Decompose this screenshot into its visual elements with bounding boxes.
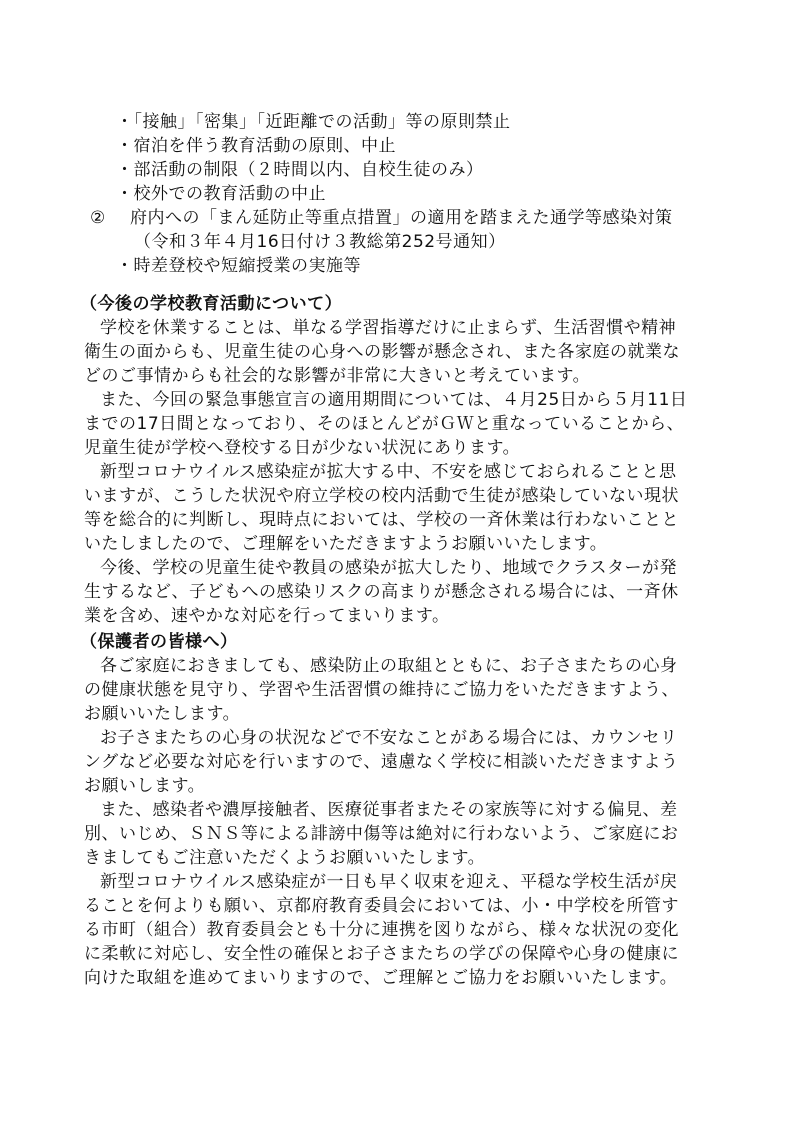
guardian-p2-line: お子さまたちの心身の状況などで不安なことがある場合には、カウンセリ — [100, 728, 678, 748]
school-p4-line: 今後、学校の児童生徒や教員の感染が拡大したり、地域でクラスターが発 — [100, 558, 677, 578]
guardian-p3-line: 別、いじめ、ＳＮＳ等による誹謗中傷等は絶対に行わないよう、ご家庭にお — [84, 824, 679, 844]
guardian-p4-line: る市町（組合）教育委員会とも十分に連携を図りながら、様々な状況の変化 — [84, 920, 679, 940]
bullet-contact-ban: ・「接触」「密集」「近距離での活動」等の原則禁止 — [116, 112, 511, 132]
school-section-heading: （今後の学校教育活動について） — [80, 294, 343, 314]
school-p2-line: 児童生徒が学校へ登校する日が少ない状況にあります。 — [84, 438, 521, 458]
bullet-offcampus-cancel: ・校外での教育活動の中止 — [116, 184, 326, 204]
guardian-section-heading: （保護者の皆様へ） — [80, 632, 238, 652]
guardian-p1-line: 各ご家庭におきましても、感染防止の取組とともに、お子さまたちの心身 — [100, 656, 678, 676]
guardian-p3-line: きましてもご注意いただくようお願いいたします。 — [84, 848, 486, 868]
guardian-p2-line: お願いします。 — [84, 776, 206, 796]
guardian-p4-line: 向けた取組を進めてまいりますので、ご理解とご協力をお願いいたします。 — [84, 968, 678, 988]
school-p3-line: 新型コロナウイルス感染症が拡大する中、不安を感じておられることと思 — [100, 462, 677, 482]
guardian-p3-line: また、感染者や濃厚接触者、医療従事者またその家族等に対する偏見、差 — [100, 800, 678, 820]
school-p3-line: いたしましたので、ご理解をいただきますようお願いいたします。 — [84, 534, 608, 554]
bullet-club-limit: ・部活動の制限（２時間以内、自校生徒のみ） — [116, 160, 484, 180]
school-p1-line: どのご事情からも社会的な影響が非常に大きいと考えています。 — [84, 366, 591, 386]
item-2-text: 府内への「まん延防止等重点措置」の適用を踏まえた通学等感染対策 — [130, 208, 673, 228]
school-p4-line: 生するなど、子どもへの感染リスクの高まりが懸念される場合には、一斉休 — [84, 582, 679, 602]
guardian-p2-line: ングなど必要な対応を行いますので、遠慮なく学校に相談いただきますよう — [84, 752, 679, 772]
school-p3-line: いますが、こうした状況や府立学校の校内活動で生徒が感染していない現状 — [84, 486, 679, 506]
guardian-p4-line: ることを何よりも願い、京都府教育委員会においては、小・中学校を所管す — [84, 896, 679, 916]
school-p1-line: 学校を休業することは、単なる学習指導だけに止まらず、生活習慣や精神 — [100, 318, 677, 338]
item-2-note: （令和３年４月16日付け３教総第252号通知） — [134, 232, 506, 252]
guardian-p4-line: 新型コロナウイルス感染症が一日も早く収束を迎え、平穏な学校生活が戻 — [100, 872, 678, 892]
item-2-marker: ② — [90, 208, 106, 228]
school-p4-line: 業を含め、速やかな対応を行ってまいります。 — [84, 606, 450, 626]
guardian-p1-line: お願いいたします。 — [84, 704, 241, 724]
school-p2-line: また、今回の緊急事態宣言の適用期間については、４月25日から５月11日 — [100, 390, 688, 410]
school-p3-line: 等を総合的に判断し、現時点においては、学校の一斉休業は行わないことと — [84, 510, 679, 530]
school-p1-line: 衛生の面からも、児童生徒の心身への影響が懸念され、また各家庭の就業な — [84, 342, 681, 362]
guardian-p1-line: の健康状態を見守り、学習や生活習慣の維持にご協力をいただきますよう、 — [84, 680, 679, 700]
guardian-p4-line: に柔軟に対応し、安全性の確保とお子さまたちの学びの保障や心身の健康に — [84, 944, 679, 964]
bullet-staggered-attendance: ・時差登校や短縮授業の実施等 — [116, 256, 361, 276]
bullet-overnight-cancel: ・宿泊を伴う教育活動の原則、中止 — [116, 136, 396, 156]
school-p2-line: までの17日間となっており、そのほとんどがＧＷと重なっていることから、 — [84, 414, 685, 434]
